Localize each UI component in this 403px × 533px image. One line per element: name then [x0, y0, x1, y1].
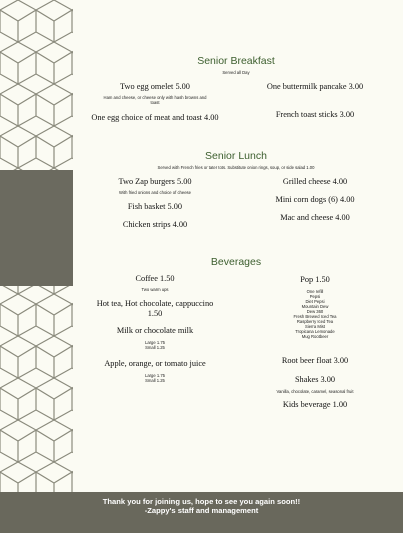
burger-note: With fried onions and choice of cheese [119, 190, 191, 195]
pop-list-item: Mug Rootbeer [301, 334, 329, 339]
juice-size-large: Large 1.75 [144, 373, 166, 378]
pop-list-item: Diet Pepsi [305, 299, 325, 304]
juice-size-small: Small 1.25 [145, 378, 165, 383]
pop-list-item: Fresh Brewed Iced Tea [293, 314, 337, 319]
menu-item-root-beer-float: Root beer float 3.00 [281, 356, 349, 365]
menu-item-zap-burgers: Two Zap burgers 5.00 [118, 177, 192, 186]
menu-item-coffee: Coffee 1.50 [135, 274, 175, 283]
menu-item-omelet: Two egg omelet 5.00 [120, 82, 190, 91]
pop-list-item: Tropicana Lemonade [295, 329, 335, 334]
menu-item-milk: Milk or chocolate milk [116, 326, 194, 335]
pop-list-item: Sierra Mist [304, 324, 325, 329]
pop-list-item: Pepsi [309, 294, 321, 299]
footer-thank-you: Thank you for joining us, hope to see you again soon!! [102, 497, 301, 506]
pop-flavor-list [260, 289, 370, 339]
pop-list-item: One refill [306, 289, 324, 294]
menu-item-juice: Apple, orange, or tomato juice [104, 359, 206, 368]
menu-item-chicken-strips: Chicken strips 4.00 [122, 220, 188, 229]
pop-list-item: Dew 360 [306, 309, 324, 314]
footer-signature: -Zappy's staff and management [144, 506, 259, 515]
milk-size-large: Large 1.75 [144, 340, 166, 345]
menu-item-grilled-cheese: Grilled cheese 4.00 [282, 177, 348, 186]
shakes-note: Vanilla, chocolate, caramel, seasonal fruit [276, 389, 354, 394]
menu-item-fish-basket: Fish basket 5.00 [127, 202, 183, 211]
senior-lunch-title: Senior Lunch [205, 150, 267, 162]
beverages-title: Beverages [210, 256, 262, 268]
pop-list-item: Raspberry Iced Tea [296, 319, 334, 324]
menu-item-egg-meat-toast: One egg choice of meat and toast 4.00 [91, 113, 219, 122]
menu-item-mac-and-cheese: Mac and cheese 4.00 [280, 213, 350, 222]
senior-lunch-subtitle: Served with French fries or tater tots. Substitute onion rings, soup, or side salad 1.00 [157, 165, 315, 170]
coffee-note: Two warm ups [141, 287, 169, 292]
menu-item-pop: Pop 1.50 [300, 275, 330, 284]
side-color-block [0, 170, 73, 286]
pop-list-item: Mountain Dew [301, 304, 329, 309]
omelet-note-line2: toast [150, 100, 160, 105]
menu-item-pancake: One buttermilk pancake 3.00 [266, 82, 364, 91]
milk-size-small: Small 1.25 [145, 345, 165, 350]
hot-drinks-price: 1.50 [147, 309, 163, 318]
footer-banner [0, 492, 403, 533]
senior-breakfast-subtitle: Served all Day [222, 70, 250, 75]
menu-item-shakes: Shakes 3.00 [294, 375, 336, 384]
menu-item-hot-drinks: Hot tea, Hot chocolate, cappuccino [96, 299, 214, 308]
senior-breakfast-title: Senior Breakfast [197, 55, 275, 67]
menu-item-mini-corn-dogs: Mini corn dogs (6) 4.00 [275, 195, 355, 204]
menu-item-french-toast: French toast sticks 3.00 [275, 110, 355, 119]
omelet-note-line1: Ham and cheese, or cheese only with hash browns and [103, 95, 207, 100]
menu-item-kids-beverage: Kids beverage 1.00 [282, 400, 348, 409]
